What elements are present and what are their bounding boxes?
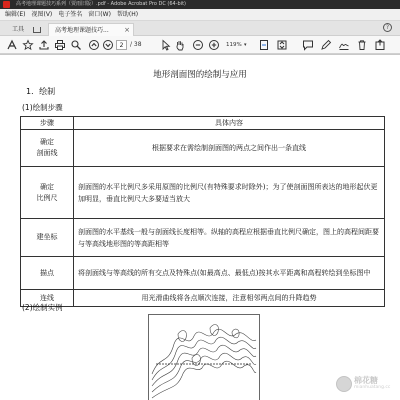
steps-table bbox=[20, 116, 385, 307]
table-header-row bbox=[21, 117, 385, 130]
zoom-in-icon[interactable] bbox=[208, 39, 220, 51]
create-pdf-icon[interactable] bbox=[6, 39, 18, 51]
subheading-example: (2)绘制实例 bbox=[22, 303, 63, 312]
menu-window[interactable]: 窗口(W) bbox=[88, 11, 111, 18]
watermark-logo-icon bbox=[336, 376, 352, 392]
select-cursor-icon[interactable] bbox=[160, 39, 172, 51]
fit-page-icon[interactable] bbox=[258, 39, 270, 51]
bookmark-icon[interactable] bbox=[22, 39, 34, 51]
tab-bar bbox=[0, 21, 400, 36]
contour-map-figure bbox=[148, 314, 260, 400]
comment-icon[interactable] bbox=[302, 39, 314, 51]
upload-icon[interactable] bbox=[38, 39, 50, 51]
content-cell: 根据要求在需绘制剖面图的两点之间作出一条直线 bbox=[74, 130, 385, 167]
zoom-level[interactable]: 119% bbox=[226, 42, 242, 48]
home-icon[interactable] bbox=[30, 23, 42, 36]
document-title: 地形剖面图的绘制与应用 bbox=[153, 70, 247, 80]
content-cell: 剖面图的水平基线一般与剖面线长度相等。纵轴的高程应根据垂直比例尺确定，图上的高程间距要与等高线地形图的等高距相等 bbox=[74, 219, 385, 257]
content-cell: 将剖面线与等高线的所有交点及特殊点(如最高点、最低点)按其水平距离和高程转绘到坐标图中 bbox=[74, 257, 385, 290]
content-cell: 剖面图的水平比例尺多采用原图的比例尺(有特殊要求时除外)；为了使剖面图所表达的地形起伏更加明显，垂直比例尺大多要适当放大 bbox=[74, 167, 385, 219]
step-cell: 连线 bbox=[21, 290, 74, 307]
step-cell: 确定 比例尺 bbox=[21, 167, 74, 219]
window-title: 高考地理课题技巧系列（贾雨旧版）.pdf - Adobe Acrobat Pro DC (64-bit) bbox=[16, 1, 187, 7]
hand-tool-icon[interactable] bbox=[174, 39, 186, 51]
menu-help[interactable]: 帮助(H) bbox=[116, 11, 139, 18]
tab-document[interactable] bbox=[48, 23, 134, 36]
table-row bbox=[21, 130, 385, 167]
window-title-bar bbox=[0, 0, 400, 9]
menu-edit[interactable]: 编辑(E) bbox=[5, 11, 26, 18]
tab-tools[interactable]: 工具 bbox=[12, 26, 25, 33]
menu-view[interactable]: 视图(V) bbox=[31, 11, 53, 18]
zoom-out-icon[interactable] bbox=[192, 39, 204, 51]
toolbar bbox=[0, 36, 400, 54]
zoom-dropdown-icon[interactable]: ▾ bbox=[244, 42, 247, 48]
search-icon[interactable] bbox=[70, 39, 82, 51]
document-viewport[interactable] bbox=[0, 55, 400, 400]
subheading-steps: (1)绘制步骤 bbox=[22, 103, 63, 112]
menu-esign[interactable]: 电子签名 bbox=[58, 11, 83, 18]
sign-icon[interactable] bbox=[338, 39, 350, 51]
menu-bar bbox=[0, 9, 400, 21]
table-row bbox=[21, 219, 385, 257]
step-cell: 描点 bbox=[21, 257, 74, 290]
help-icon[interactable]: ? bbox=[383, 23, 392, 32]
page-up-icon[interactable] bbox=[88, 39, 100, 51]
pdf-page bbox=[0, 55, 400, 400]
acrobat-icon bbox=[3, 1, 10, 8]
page-down-icon[interactable] bbox=[102, 39, 114, 51]
table-row bbox=[21, 257, 385, 290]
watermark-text: 棉花糖 bbox=[354, 376, 378, 385]
tab-document-label: 高考地理课题技巧... bbox=[55, 27, 109, 34]
site-watermark bbox=[336, 374, 392, 394]
table-row bbox=[21, 290, 385, 307]
page-number-input[interactable]: 2 bbox=[116, 40, 127, 50]
print-icon[interactable] bbox=[54, 39, 66, 51]
close-tab-icon[interactable]: × bbox=[124, 26, 130, 34]
table-header-content: 具体内容 bbox=[74, 117, 385, 130]
step-cell: 确定 剖面线 bbox=[21, 130, 74, 167]
table-row bbox=[21, 167, 385, 219]
share-icon[interactable] bbox=[374, 39, 386, 51]
page-total: / 38 bbox=[130, 41, 142, 48]
scroll-mode-icon[interactable] bbox=[276, 39, 288, 51]
table-header-step: 步骤 bbox=[21, 117, 74, 130]
highlight-pen-icon[interactable] bbox=[320, 39, 332, 51]
watermark-subtext: mianhuatang.cc bbox=[354, 385, 391, 390]
content-cell: 用光滑曲线将各点顺次连接，注意相邻两点间的升降趋势 bbox=[74, 290, 385, 307]
step-cell: 建坐标 bbox=[21, 219, 74, 257]
section-heading: 1．绘制 bbox=[26, 87, 56, 96]
delete-icon[interactable] bbox=[356, 39, 368, 51]
